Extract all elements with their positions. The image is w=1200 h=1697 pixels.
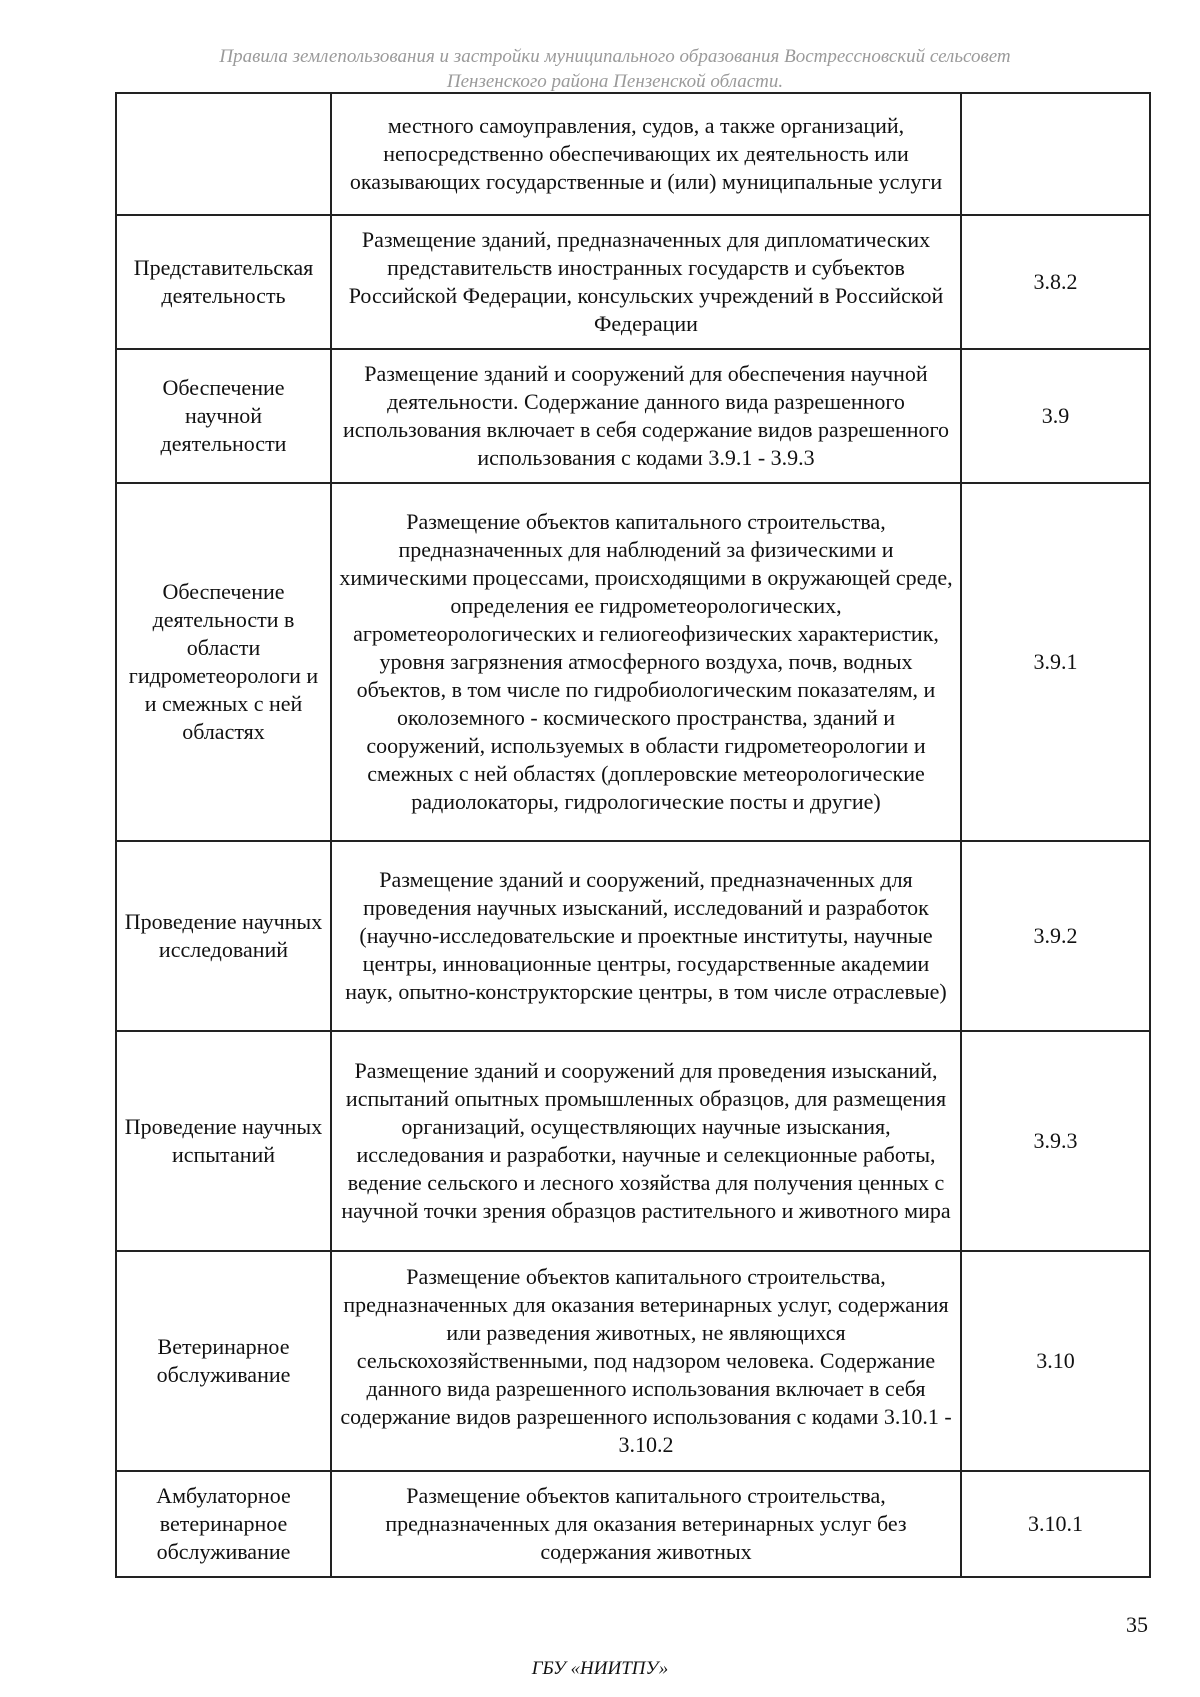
use-name-cell: Проведение научных исследований	[116, 841, 331, 1031]
table-row	[116, 1471, 1150, 1577]
page-number: 35	[1126, 1612, 1148, 1637]
use-description-cell: Размещение зданий и сооружений для проведения изысканий, испытаний опытных промышленных образцов, для размещения организаций, осуществляющих научные изыскания, исследования и разработки, научные и селекционные работы, ведение сельского и лесного хозяйства для получения ценных с научной точки зрения образцов растительного и животного мира	[331, 1031, 961, 1251]
use-description-cell: Размещение объектов капитального строительства, предназначенных для оказания ветеринарных услуг без содержания животных	[331, 1471, 961, 1577]
use-description-cell: местного самоуправления, судов, а также организаций, непосредственно обеспечивающих их деятельность или оказывающих государственные и (или) муниципальные услуги	[331, 93, 961, 215]
table-row	[116, 215, 1150, 349]
use-code-cell: 3.9	[961, 349, 1150, 483]
use-name-cell: Амбулаторное ветеринарное обслуживание	[116, 1471, 331, 1577]
use-code-cell: 3.10.1	[961, 1471, 1150, 1577]
table-row	[116, 349, 1150, 483]
use-description-cell: Размещение зданий и сооружений, предназначенных для проведения научных изысканий, исследований и разработок (научно-исследовательские и проектные институты, научные центры, инновационные центры, государственные академии наук, опытно-конструкторские центры, в том числе отраслевые)	[331, 841, 961, 1031]
use-code-cell: 3.9.1	[961, 483, 1150, 841]
use-name-cell: Представительская деятельность	[116, 215, 331, 349]
page-footer: ГБУ «НИИТПУ»	[531, 1658, 669, 1679]
use-code-cell: 3.9.3	[961, 1031, 1150, 1251]
use-name-cell: Обеспечение научной деятельности	[116, 349, 331, 483]
use-name-cell: Проведение научных испытаний	[116, 1031, 331, 1251]
use-description-cell: Размещение объектов капитального строительства, предназначенных для оказания ветеринарных услуг, содержания или разведения животных, не являющихся сельскохозяйственными, под надзором человека. Содержание данного вида разрешенного использования включает в себя содержание видов разрешенного использования с кодами 3.10.1 - 3.10.2	[331, 1251, 961, 1471]
use-code-cell: 3.10	[961, 1251, 1150, 1471]
land-use-table	[115, 92, 1151, 1578]
table-row	[116, 1031, 1150, 1251]
table-row	[116, 93, 1150, 215]
table-row	[116, 483, 1150, 841]
use-code-cell	[961, 93, 1150, 215]
use-description-cell: Размещение объектов капитального строительства, предназначенных для наблюдений за физическими и химическими процессами, происходящими в окружающей среде, определения ее гидрометеорологических, агрометеорологических и гелиогеофизических характеристик, уровня загрязнения атмосферного воздуха, почв, водных объектов, в том числе по гидробиологическим показателям, и околоземного - космического пространства, зданий и сооружений, используемых в области гидрометеорологии и смежных с ней областях (доплеровские метеорологические радиолокаторы, гидрологические посты и другие)	[331, 483, 961, 841]
use-name-cell	[116, 93, 331, 215]
page-header	[150, 44, 1080, 94]
use-description-cell: Размещение зданий и сооружений для обеспечения научной деятельности. Содержание данного вида разрешенного использования включает в себя содержание видов разрешенного использования с кодами 3.9.1 - 3.9.3	[331, 349, 961, 483]
use-name-cell: Ветеринарное обслуживание	[116, 1251, 331, 1471]
page-header-line-2: Пензенского района Пензенской области.	[446, 71, 784, 92]
page-header-line-1: Правила землепользования и застройки муниципального образования Вострессновский сельсовет	[219, 46, 1011, 67]
use-description-cell: Размещение зданий, предназначенных для дипломатических представительств иностранных государств и субъектов Российской Федерации, консульских учреждений в Российской Федерации	[331, 215, 961, 349]
use-code-cell: 3.9.2	[961, 841, 1150, 1031]
use-code-cell: 3.8.2	[961, 215, 1150, 349]
table-row	[116, 841, 1150, 1031]
table-row	[116, 1251, 1150, 1471]
use-name-cell: Обеспечение деятельности в области гидрометеорологи и и смежных с ней областях	[116, 483, 331, 841]
